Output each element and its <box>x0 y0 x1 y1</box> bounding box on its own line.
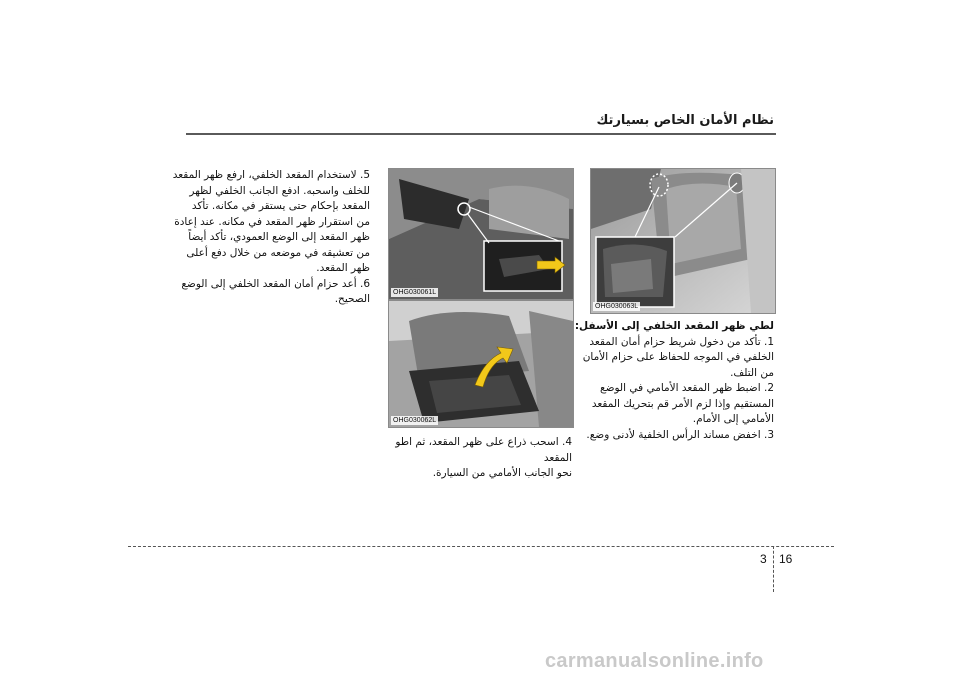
text-line: الأمامي إلى الأمام. <box>692 413 774 425</box>
text-line: ظهر المقعد إلى الوضع العمودي، تأكد أيضاً <box>188 231 370 243</box>
trunk-seatback-release-photo-icon <box>389 169 573 299</box>
watermark: carmanualsonline.info <box>545 650 764 672</box>
text-line: من استقرار ظهر المقعد في مكانه. عند إعادة <box>174 215 370 228</box>
text-line: 6. أعد حزام أمان المقعد الخلفي إلى الوضع <box>181 277 370 290</box>
photo-trunk-release <box>388 168 574 300</box>
left-column-text <box>170 168 370 308</box>
text-line: من التلف. <box>730 366 774 379</box>
fold-heading: لطي ظهر المقعد الخلفي إلى الأسفل: <box>574 320 774 332</box>
text-line: من تعشيقه في موضعه من خلال دفع أعلى <box>186 246 370 259</box>
text-line: للخلف واسحبه. ادفع الجانب الخلفي لظهر <box>189 184 370 197</box>
photo-label: OHG030061L <box>393 289 437 296</box>
footer-rule <box>128 546 834 547</box>
header-rule <box>186 133 776 135</box>
text-line: نحو الجانب الأمامي من السيارة. <box>432 467 572 479</box>
folding-rear-seat-photo-icon <box>389 301 573 427</box>
text-line: 1. تأكد من دخول شريط حزام أمان المقعد <box>589 335 774 348</box>
photo-rear-seat-headrest <box>590 168 776 314</box>
photo-folding-seat <box>388 300 574 428</box>
chapter-number: 3 <box>760 552 767 566</box>
text-line: ظهر المقعد. <box>316 262 370 274</box>
text-line: 4. اسحب ذراع على ظهر المقعد، ثم اطو المقعد <box>395 436 572 464</box>
text-line: الصحيح. <box>334 293 370 305</box>
text-line: الخلفي في الموجه للحفاظ على حزام الأمان <box>582 351 774 363</box>
text-line: 3. اخفض مساند الرأس الخلفية لأدنى وضع. <box>586 428 774 441</box>
text-line: المقعد بإحكام حتى يستقر في مكانه. تأكد <box>191 200 370 212</box>
rear-seat-headrest-photo-icon <box>591 169 775 313</box>
text-line: 5. لاستخدام المقعد الخلفي، ارفع ظهر المقعد <box>172 169 370 181</box>
footer-divider <box>773 546 774 592</box>
right-column-text <box>574 319 774 443</box>
photo-label: OHG030062L <box>393 417 437 424</box>
section-title: نظام الأمان الخاص بسيارتك <box>596 113 774 128</box>
middle-column-text <box>372 435 572 482</box>
page-number: 16 <box>779 552 793 566</box>
photo-label: OHG030063L <box>595 303 639 310</box>
text-line: 2. اضبط ظهر المقعد الأمامي في الوضع <box>599 382 774 394</box>
text-line: المستقيم وإذا لزم الأمر قم بتحريك المقعد <box>591 397 774 410</box>
